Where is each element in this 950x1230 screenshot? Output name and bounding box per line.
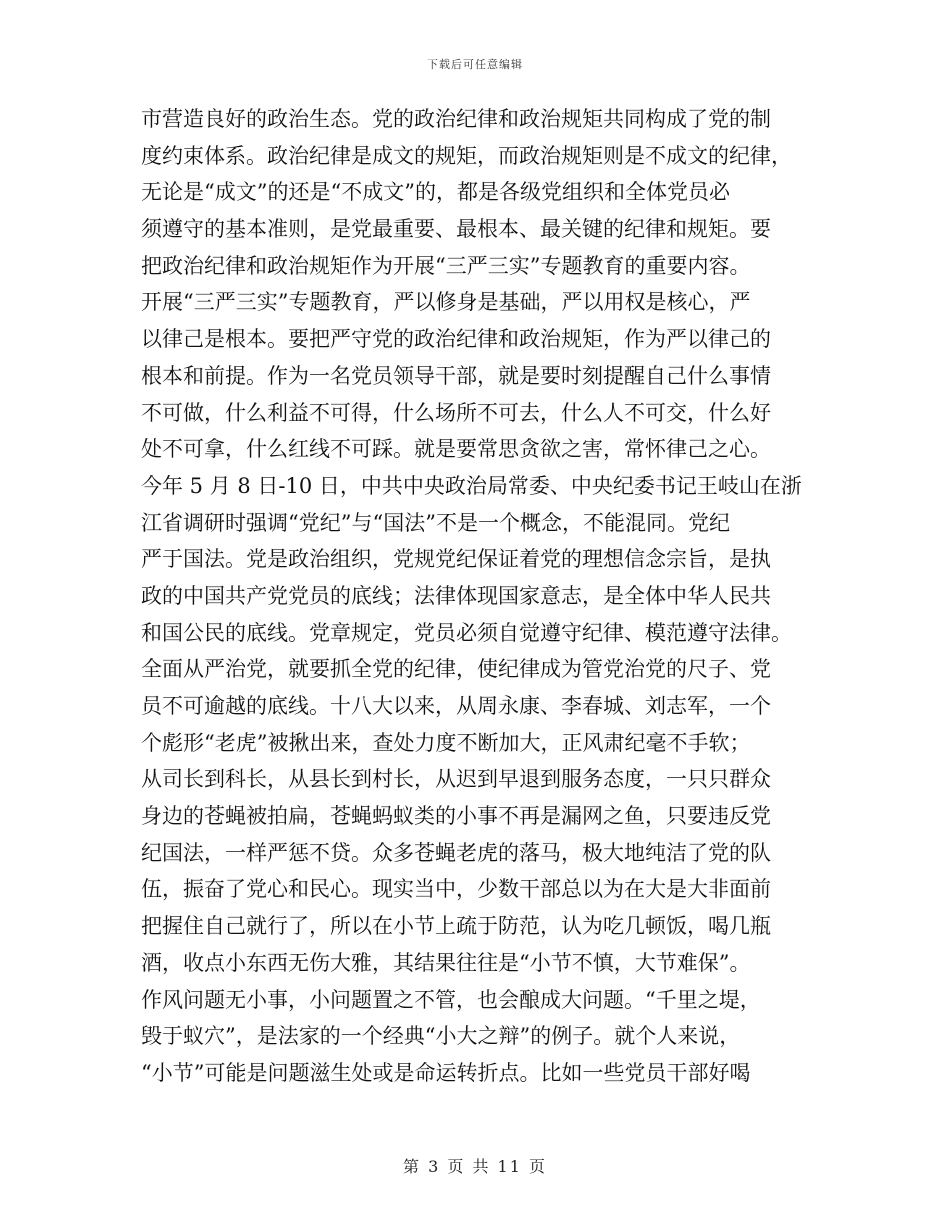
text-line: 处不可拿，什么红线不可踩。就是要常思贪欲之害，常怀律己之心。	[141, 437, 771, 462]
text-line: 身边的苍蝇被拍扁，苍蝇蚂蚁类的小事不再是漏网之鱼，只要违反党	[141, 804, 771, 829]
text-line: 开展“三严三实”专题教育，严以修身是基础，严以用权是核心，严	[141, 290, 751, 315]
document-body	[141, 101, 811, 1092]
text-line: 个彪形“老虎”被揪出来，查处力度不断加大，正风肃纪毫不手软；	[141, 730, 751, 755]
page-footer: 第 3 页 共 11 页	[403, 1157, 547, 1176]
text-line: 度约束体系。政治纪律是成文的规矩，而政治规矩则是不成文的纪律，	[141, 143, 792, 168]
text-line: 市营造良好的政治生态。党的政治纪律和政治规矩共同构成了党的制	[141, 107, 771, 131]
text-line: 把政治纪律和政治规矩作为开展“三严三实”专题教育的重要内容。	[141, 253, 751, 278]
text-line: 全面从严治党，就要抓全党的纪律，使纪律成为管党治党的尺子、党	[141, 657, 771, 682]
text-line: 作风问题无小事，小问题置之不管，也会酿成大问题。“千里之堤，	[141, 987, 761, 1012]
text-line: 从司长到科长，从县长到村长，从迟到早退到服务态度，一只只群众	[141, 767, 771, 792]
text-line: 政的中国共产党党员的底线；法律体现国家意志，是全体中华人民共	[141, 583, 771, 608]
text-line: 和国公民的底线。党章规定，党员必须自觉遵守纪律、模范遵守法律。	[141, 620, 792, 645]
text-line: 把握住自己就行了，所以在小节上疏于防范，认为吃几顿饭，喝几瓶	[141, 914, 771, 939]
text-line: 员不可逾越的底线。十八大以来，从周永康、李春城、刘志军，一个	[141, 694, 771, 718]
text-line: 毁于蚁穴”，是法家的一个经典“小大之辩”的例子。就个人来说，	[141, 1024, 741, 1049]
text-line: 酒，收点小东西无伤大雅，其结果往往是“小节不慎，大节难保”。	[141, 950, 751, 975]
text-line: 今年 5 月 8 日-10 日，中共中央政治局常委、中央纪委书记王岐山在浙	[141, 473, 802, 498]
text-line: 须遵守的基本准则，是党最重要、最根本、最关键的纪律和规矩。要	[141, 217, 771, 242]
text-line: 根本和前提。作为一名党员领导干部，就是要时刻提醒自己什么事情	[141, 363, 771, 388]
text-line: 江省调研时强调“党纪”与“国法”不是一个概念，不能混同。党纪	[141, 510, 730, 535]
text-line: 无论是“成文”的还是“不成文”的，都是各级党组织和全体党员必	[141, 180, 730, 205]
text-line: “小节”可能是问题滋生处或是命运转折点。比如一些党员干部好喝	[141, 1060, 751, 1085]
text-line: 以律己是根本。要把严守党的政治纪律和政治规矩，作为严以律己的	[141, 327, 771, 352]
text-line: 伍，振奋了党心和民心。现实当中，少数干部总以为在大是大非面前	[141, 877, 771, 902]
text-line: 严于国法。党是政治组织，党规党纪保证着党的理想信念宗旨，是执	[141, 547, 771, 572]
text-line: 纪国法，一样严惩不贷。众多苍蝇老虎的落马，极大地纯洁了党的队	[141, 840, 771, 865]
page-header: 下载后可任意编辑	[427, 58, 523, 71]
text-line: 不可做，什么利益不可得，什么场所不可去，什么人不可交，什么好	[141, 400, 771, 425]
